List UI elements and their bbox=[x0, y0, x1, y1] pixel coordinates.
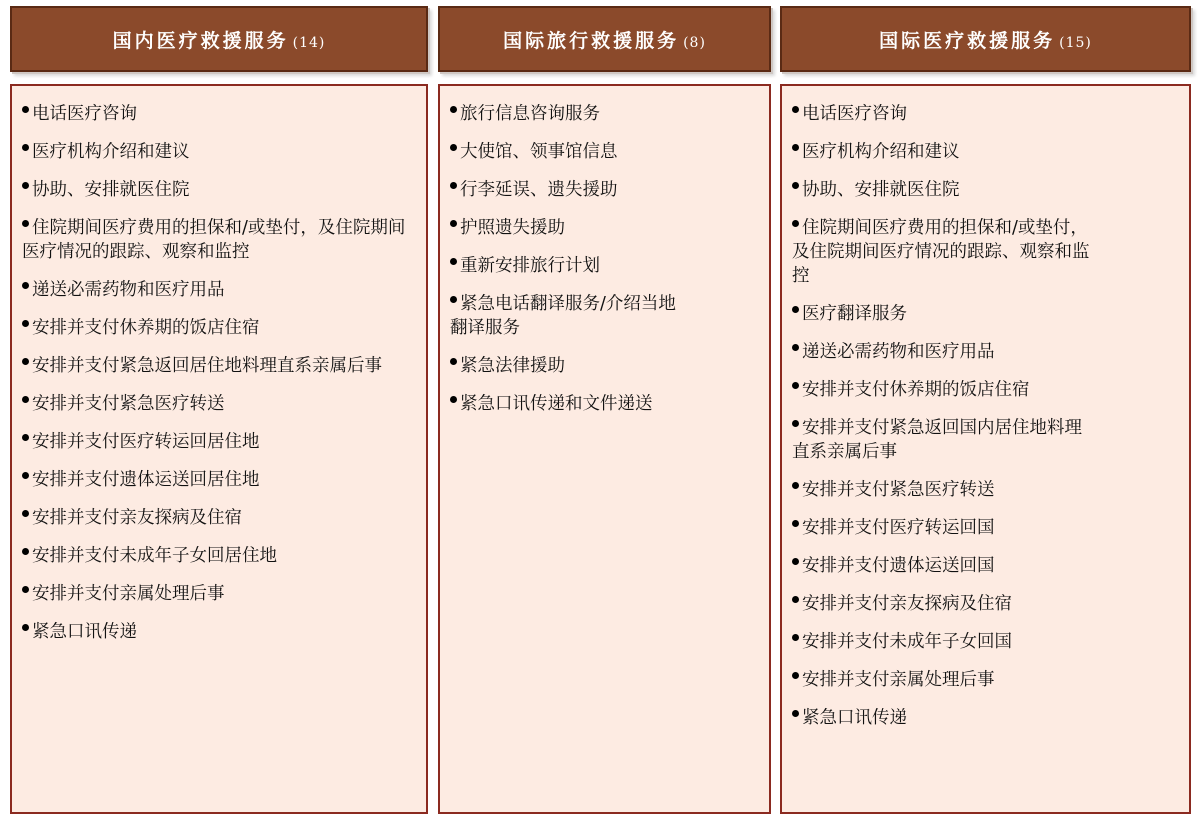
bullet-icon bbox=[22, 548, 29, 555]
service-item-label: 重新安排旅行计划 bbox=[460, 256, 600, 276]
service-item-label: 安排并支付遗体运送回国 bbox=[802, 556, 995, 576]
service-item-label: 旅行信息咨询服务 bbox=[460, 104, 600, 124]
service-item-label: 医疗机构介绍和建议 bbox=[32, 142, 190, 162]
service-item bbox=[792, 668, 1092, 692]
service-item-label: 行李延误、遗失援助 bbox=[460, 180, 618, 200]
bullet-icon bbox=[792, 420, 799, 427]
service-item-label: 大使馆、领事馆信息 bbox=[460, 142, 618, 162]
service-item bbox=[22, 178, 416, 202]
bullet-icon bbox=[22, 510, 29, 517]
service-panel bbox=[438, 84, 771, 814]
service-item-label: 递送必需药物和医疗用品 bbox=[32, 280, 225, 300]
column-title: 国内医疗救援服务 (14) bbox=[112, 29, 326, 52]
bullet-icon bbox=[22, 320, 29, 327]
service-item-label: 安排并支付未成年子女回居住地 bbox=[32, 546, 277, 566]
service-list bbox=[22, 102, 416, 644]
service-item bbox=[792, 102, 1092, 126]
bullet-icon bbox=[22, 624, 29, 631]
service-item-label: 安排并支付未成年子女回国 bbox=[802, 632, 1012, 652]
service-item bbox=[22, 102, 416, 126]
service-item-label: 护照遗失援助 bbox=[460, 218, 565, 238]
service-item-label: 安排并支付遗体运送回居住地 bbox=[32, 470, 260, 490]
bullet-icon bbox=[450, 258, 457, 265]
service-item bbox=[22, 620, 416, 644]
bullet-icon bbox=[792, 106, 799, 113]
bullet-icon bbox=[450, 358, 457, 365]
column-count: (14) bbox=[292, 34, 326, 51]
service-item bbox=[450, 354, 690, 378]
bullet-icon bbox=[792, 482, 799, 489]
service-item-label: 医疗机构介绍和建议 bbox=[802, 142, 960, 162]
service-list bbox=[450, 102, 759, 416]
service-item bbox=[450, 140, 690, 164]
service-item bbox=[22, 430, 416, 454]
service-item bbox=[22, 582, 416, 606]
service-item bbox=[450, 292, 690, 340]
bullet-icon bbox=[450, 144, 457, 151]
service-item-label: 安排并支付亲属处理后事 bbox=[802, 670, 995, 690]
bullet-icon bbox=[792, 382, 799, 389]
column-title: 国际医疗救援服务 (15) bbox=[879, 29, 1092, 52]
bullet-icon bbox=[450, 106, 457, 113]
service-item-label: 安排并支付亲属处理后事 bbox=[32, 584, 225, 604]
service-item-label: 安排并支付紧急返回国内居住地料理直系亲属后事 bbox=[792, 418, 1082, 462]
service-item bbox=[792, 140, 1092, 164]
service-item-label: 电话医疗咨询 bbox=[802, 104, 907, 124]
column-header bbox=[10, 6, 428, 72]
bullet-icon bbox=[450, 182, 457, 189]
bullet-icon bbox=[22, 144, 29, 151]
bullet-icon bbox=[22, 396, 29, 403]
service-item-label: 紧急口讯传递和文件递送 bbox=[460, 394, 653, 414]
service-item-label: 安排并支付医疗转运回国 bbox=[802, 518, 995, 538]
column-title: 国际旅行救援服务 (8) bbox=[503, 29, 706, 52]
service-item-label: 协助、安排就医住院 bbox=[802, 180, 960, 200]
service-item-label: 安排并支付医疗转运回居住地 bbox=[32, 432, 260, 452]
bullet-icon bbox=[22, 358, 29, 365]
bullet-icon bbox=[792, 182, 799, 189]
service-item-label: 电话医疗咨询 bbox=[32, 104, 137, 124]
bullet-icon bbox=[22, 182, 29, 189]
column-count: (15) bbox=[1059, 34, 1092, 51]
bullet-icon bbox=[792, 634, 799, 641]
service-item bbox=[792, 340, 1092, 364]
service-item bbox=[792, 630, 1092, 654]
service-item bbox=[792, 554, 1092, 578]
bullet-icon bbox=[792, 520, 799, 527]
bullet-icon bbox=[792, 672, 799, 679]
bullet-icon bbox=[22, 220, 29, 227]
service-item bbox=[792, 378, 1092, 402]
bullet-icon bbox=[792, 144, 799, 151]
service-list bbox=[792, 102, 1179, 730]
bullet-icon bbox=[792, 558, 799, 565]
bullet-icon bbox=[22, 106, 29, 113]
bullet-icon bbox=[450, 220, 457, 227]
bullet-icon bbox=[450, 396, 457, 403]
service-item bbox=[22, 316, 416, 340]
service-item bbox=[450, 216, 690, 240]
bullet-icon bbox=[792, 220, 799, 227]
service-item bbox=[792, 478, 1092, 502]
service-item-label: 安排并支付亲友探病及住宿 bbox=[32, 508, 242, 528]
column-header bbox=[780, 6, 1191, 72]
service-item-label: 安排并支付休养期的饭店住宿 bbox=[32, 318, 260, 338]
service-item bbox=[22, 140, 416, 164]
service-item bbox=[22, 544, 416, 568]
service-item-label: 紧急法律援助 bbox=[460, 356, 565, 376]
service-item-label: 住院期间医疗费用的担保和/或垫付，及住院期间医疗情况的跟踪、观察和监控 bbox=[792, 218, 1090, 286]
service-item-label: 安排并支付紧急医疗转送 bbox=[802, 480, 995, 500]
service-item-label: 安排并支付亲友探病及住宿 bbox=[802, 594, 1012, 614]
service-item bbox=[450, 254, 690, 278]
service-panel bbox=[10, 84, 428, 814]
service-item-label: 医疗翻译服务 bbox=[802, 304, 907, 324]
service-item bbox=[792, 416, 1092, 464]
bullet-icon bbox=[22, 434, 29, 441]
service-item bbox=[450, 178, 690, 202]
bullet-icon bbox=[792, 710, 799, 717]
service-item-label: 安排并支付紧急返回居住地料理直系亲属后事 bbox=[32, 356, 382, 376]
service-item bbox=[450, 102, 690, 126]
bullet-icon bbox=[22, 586, 29, 593]
service-item bbox=[792, 706, 1092, 730]
service-item bbox=[450, 392, 690, 416]
service-item bbox=[792, 178, 1092, 202]
service-item-label: 住院期间医疗费用的担保和/或垫付，及住院期间医疗情况的跟踪、观察和监控 bbox=[22, 218, 406, 262]
bullet-icon bbox=[792, 306, 799, 313]
column-header bbox=[438, 6, 771, 72]
service-item bbox=[792, 592, 1092, 616]
bullet-icon bbox=[450, 296, 457, 303]
service-panel bbox=[780, 84, 1191, 814]
service-item-label: 安排并支付紧急医疗转送 bbox=[32, 394, 225, 414]
service-item bbox=[22, 216, 416, 264]
service-item bbox=[22, 506, 416, 530]
service-item bbox=[22, 392, 416, 416]
column-count: (8) bbox=[683, 34, 706, 51]
service-item bbox=[22, 354, 416, 378]
bullet-icon bbox=[792, 344, 799, 351]
service-item-label: 协助、安排就医住院 bbox=[32, 180, 190, 200]
bullet-icon bbox=[792, 596, 799, 603]
service-item-label: 紧急口讯传递 bbox=[802, 708, 907, 728]
bullet-icon bbox=[22, 472, 29, 479]
service-item-label: 递送必需药物和医疗用品 bbox=[802, 342, 995, 362]
service-item bbox=[22, 278, 416, 302]
service-item-label: 紧急口讯传递 bbox=[32, 622, 137, 642]
service-item bbox=[22, 468, 416, 492]
bullet-icon bbox=[22, 282, 29, 289]
service-item-label: 安排并支付休养期的饭店住宿 bbox=[802, 380, 1030, 400]
service-item-label: 紧急电话翻译服务/介绍当地翻译服务 bbox=[450, 294, 676, 338]
service-item bbox=[792, 302, 1092, 326]
service-item bbox=[792, 216, 1092, 288]
service-item bbox=[792, 516, 1092, 540]
